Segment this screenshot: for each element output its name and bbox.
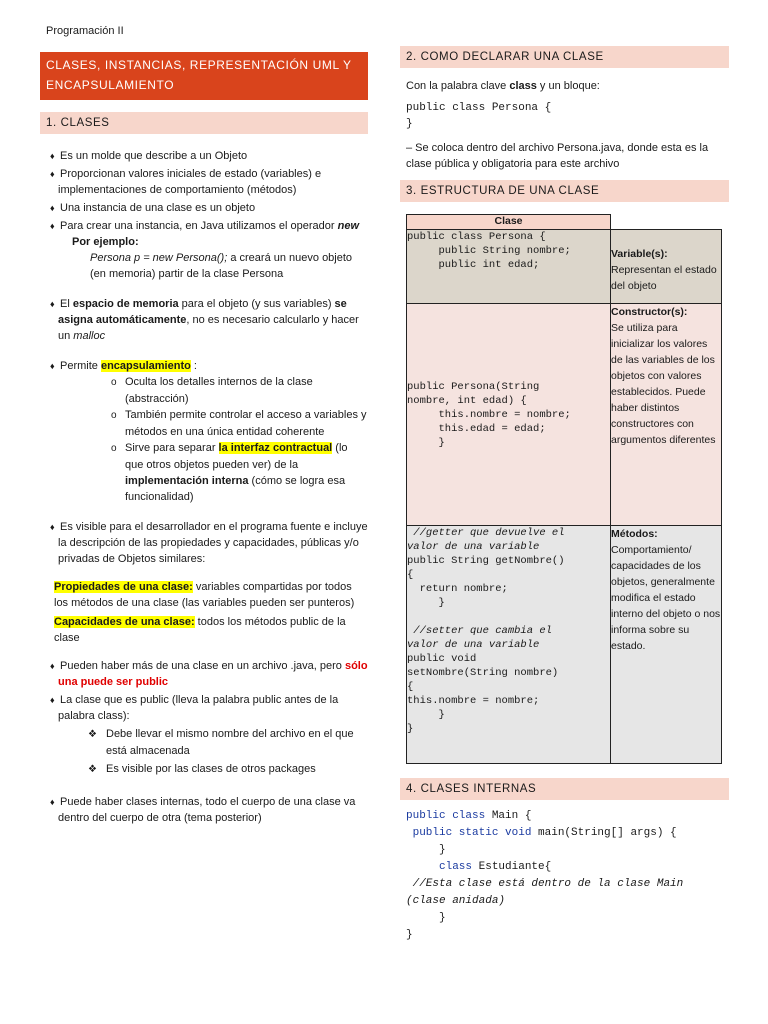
bullet-molde: ♦ Es un molde que describe a un Objeto: [50, 150, 248, 162]
bullet-valores: ♦ Proporcionan valores iniciales de estado (variables) e implementaciones de comportamiento (métodos): [50, 168, 322, 196]
star-bullet-icon: ❖: [88, 764, 97, 775]
star-packages: ❖ Es visible por las clases de otros packages: [40, 761, 368, 778]
sub-abstraccion: o Oculta los detalles internos de la clase (abstracción): [111, 376, 313, 405]
bullet-clase-public: ♦ La clase que es public (lleva la palabra public antes de la palabra class):: [50, 694, 339, 722]
capacidades-text: Capacidades de una clase: todos los métodos public de la clase: [54, 616, 346, 644]
bullet-clases-internas: ♦ Puede haber clases internas, todo el cuerpo de una clase va dentro del cuerpo de otra (tema posterior): [50, 796, 356, 824]
structure-table: [406, 214, 722, 764]
course-name: Programación II: [46, 25, 124, 37]
diamond-bullet-icon: ♦: [50, 169, 55, 179]
diamond-bullet-icon: ♦: [50, 522, 55, 532]
section-header-estructura: 3. ESTRUCTURA DE UNA CLASE: [400, 180, 729, 202]
section-header-internas: 4. CLASES INTERNAS: [400, 778, 729, 800]
diamond-bullet-icon: ♦: [50, 221, 55, 231]
constructor-description: Constructor(s): Se utiliza para inicializar los valores de las variables de los objetos con valores establecidos. Puede haber distintos constructores con argumentos diferentes: [611, 304, 722, 526]
star-mismo-nombre: ❖ Debe llevar el mismo nombre del archivo en el que está almacenada: [88, 728, 354, 757]
sub-control-acceso: o También permite controlar el acceso a variables y métodos en una única entidad coherente: [111, 409, 367, 438]
document-title: CLASES, INSTANCIAS, REPRESENTACIÓN UML Y ENCAPSULAMIENTO: [40, 52, 368, 100]
circle-bullet-icon: o: [111, 377, 117, 388]
declarar-code: public class Persona { }: [406, 102, 552, 130]
diamond-bullet-icon: ♦: [50, 797, 55, 807]
bullet-memoria: ♦ El espacio de memoria para el objeto (y sus variables) se asigna automáticamente, no es necesario calcularlo y hacer un malloc: [50, 298, 359, 342]
right-column: [400, 46, 729, 944]
diamond-bullet-icon: ♦: [50, 151, 55, 161]
variables-description: Variable(s): Representan el estado del objeto: [611, 230, 722, 304]
declarar-note: – Se coloca dentro del archivo Persona.java, donde esta es la clase pública y obligatoria para este archivo: [406, 142, 709, 170]
diamond-bullet-icon: ♦: [50, 661, 55, 671]
bullet-crear-instancia: ♦ Para crear una instancia, en Java utilizamos el operador new: [50, 220, 360, 232]
bullet-instancia: ♦ Una instancia de una clase es un objeto: [50, 202, 256, 214]
methods-description: Métodos: Comportamiento/ capacidades de los objetos, generalmente modifica el estado interno del objeto o nos informa sobre su estado.: [611, 526, 722, 764]
diamond-bullet-icon: ♦: [50, 695, 55, 705]
star-bullet-icon: ❖: [88, 729, 97, 740]
section-header-declarar: 2. COMO DECLARAR UNA CLASE: [400, 46, 729, 68]
new-keyword: new: [337, 220, 360, 232]
methods-code: //getter que devuelve el valor de una variable public String getNombre() { return nombre; } //setter que cambia el valor de una variable public void setNombre(String nombre) { this.nombre = nombre; } }: [407, 526, 611, 764]
diamond-bullet-icon: ♦: [50, 361, 55, 371]
left-column: [40, 52, 368, 828]
diamond-bullet-icon: ♦: [50, 299, 55, 309]
bullet-mas-de-una-clase: ♦ Pueden haber más de una clase en un archivo .java, pero sólo una puede ser public: [50, 660, 368, 688]
variables-code: public class Persona { public String nombre; public int edad;: [407, 230, 611, 304]
table-header-clase: Clase: [407, 215, 611, 230]
example-text: Persona p = new Persona(); a creará un nuevo objeto (en memoria) partir de la clase Persona: [90, 252, 353, 280]
diamond-bullet-icon: ♦: [50, 203, 55, 213]
circle-bullet-icon: o: [111, 410, 117, 421]
circle-bullet-icon: o: [111, 443, 117, 454]
internas-code: public class Main { public static void main(String[] args) { } class Estudiante{ //Esta clase está dentro de la clase Main (clase anidada) } }: [406, 810, 684, 941]
declarar-intro: Con la palabra clave class y un bloque:: [406, 80, 600, 92]
bullet-encapsulamiento: ♦ Permite encapsulamiento :: [50, 360, 197, 372]
propiedades-text: Propiedades de una clase: variables compartidas por todos los métodos de una clase (las variables pueden ser punteros): [54, 581, 355, 609]
bullet-visible: ♦ Es visible para el desarrollador en el programa fuente e incluye la descripción de las propiedades y capacidades, públicas y/o privadas de Objetos similares:: [50, 521, 368, 565]
constructor-code: public Persona(String nombre, int edad) { this.nombre = nombre; this.edad = edad; }: [407, 304, 611, 526]
section-header-clases: 1. CLASES: [40, 112, 368, 134]
sub-interfaz: o Sirve para separar la interfaz contractual (lo que otros objetos pueden ver) de la implementación interna (cómo se logra esa funcionalidad): [111, 442, 348, 503]
example-label: Por ejemplo:: [72, 236, 139, 248]
